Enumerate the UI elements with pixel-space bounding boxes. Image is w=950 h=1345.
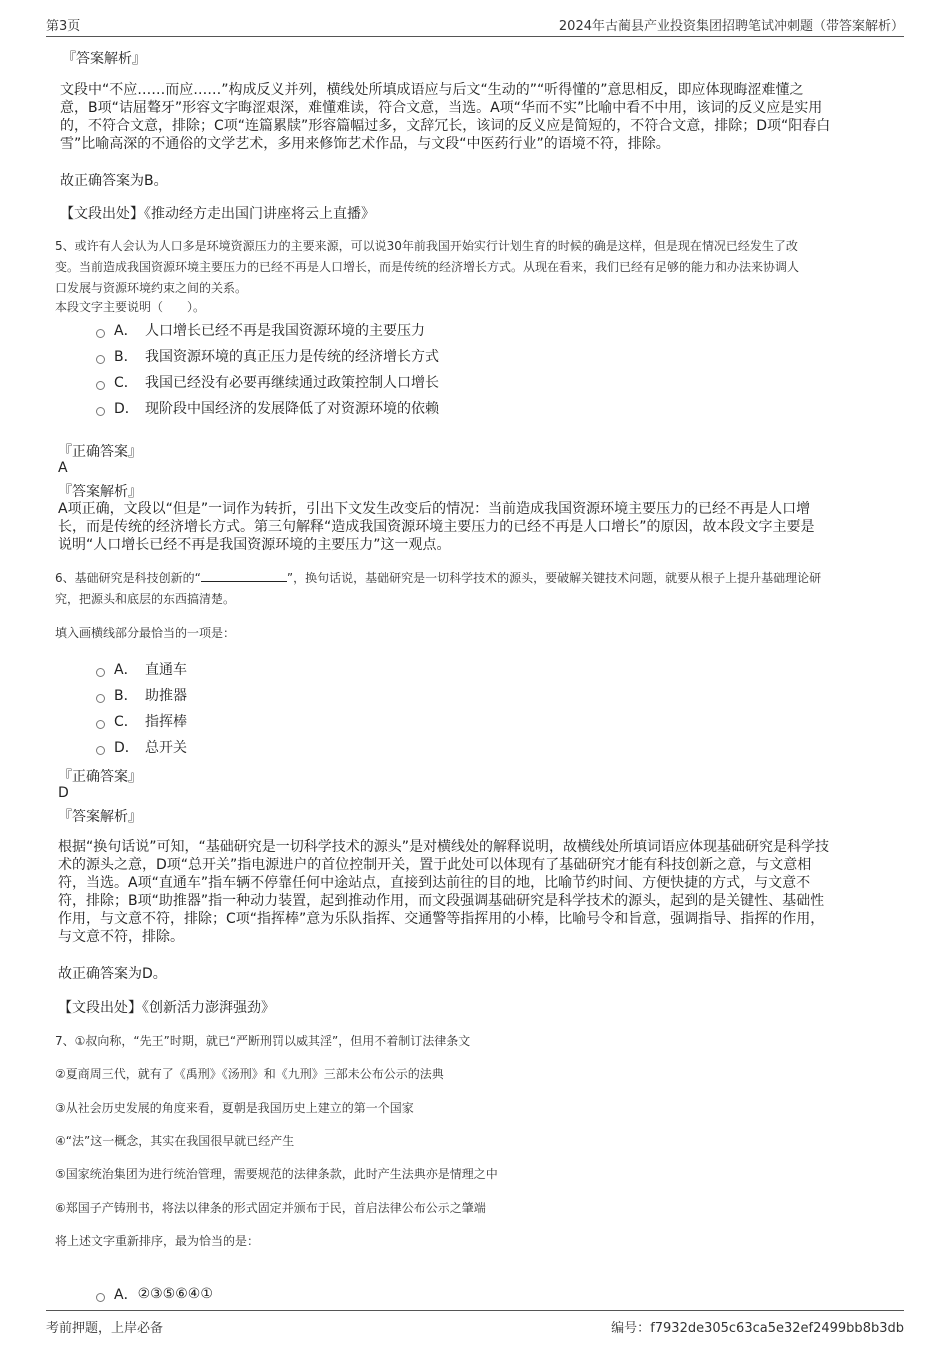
radio-icon[interactable] (96, 329, 105, 338)
footer-slogan: 考前押题，上岸必备 (46, 1321, 164, 1336)
option-text: 直通车 (145, 662, 187, 678)
radio-icon[interactable] (96, 355, 105, 364)
radio-icon[interactable] (96, 407, 105, 416)
page-footer (46, 1310, 904, 1336)
q6-stem-line: 究，把源头和底层的东西搞清楚。 (55, 592, 236, 606)
code-label: 编号： (611, 1321, 651, 1336)
option-letter: A． (114, 323, 138, 339)
q5-analysis-label: 『答案解析』 (58, 484, 142, 500)
option-text: 指挥棒 (145, 714, 187, 730)
q6-conclusion: 故正确答案为D。 (58, 966, 167, 982)
option-letter: A． (114, 662, 138, 678)
option-letter: D． (114, 401, 139, 417)
source-label: 【文段出处】 (58, 1000, 142, 1016)
q6-analysis-line: 作用，与文意不符，排除；C项“指挥棒”意为乐队指挥、交通警等指挥用的小棒，比喻号令和旨意，强调指导、指挥的作用， (58, 911, 825, 927)
q4-analysis-line: 雪”比喻高深的不通俗的文学艺术，多用来修饰艺术作品，与文段“中医药行业”的语境不符，排除。 (60, 136, 670, 152)
q5-analysis (58, 500, 903, 554)
q4-analysis-label: 『答案解析』 (62, 51, 146, 67)
q4-conclusion: 故正确答案为B。 (60, 173, 168, 189)
option-letter: B． (114, 349, 138, 365)
option-text: 人口增长已经不再是我国资源环境的主要压力 (145, 323, 425, 339)
q5-option-c[interactable] (96, 372, 439, 392)
q7-item: ⑤国家统治集团为进行统治管理，需要规范的法律条款，此时产生法典亦是情理之中 (55, 1167, 498, 1181)
q4-analysis-line: 的，不符合文意，排除；C项“连篇累牍”形容篇幅过多，文辞冗长，该词的反义应是简短的，不符合文意，排除；D项“阳春白 (60, 118, 831, 134)
q7-item: ⑥郑国子产铸刑书，将法以律条的形式固定并颁布于民，首启法律公布公示之肇端 (55, 1201, 486, 1215)
q5-analysis-line: A项正确，文段以“但是”一词作为转折，引出下文发生改变后的情况：当前造成我国资源环境主要压力的已经不再是人口增 (58, 501, 811, 517)
q7-option-a[interactable] (96, 1284, 213, 1304)
page-number: 第3页 (46, 19, 81, 34)
q6-option-a[interactable] (96, 659, 187, 679)
radio-icon[interactable] (96, 381, 105, 390)
q5-option-a[interactable] (96, 320, 425, 340)
q6-option-d[interactable] (96, 737, 187, 757)
radio-icon[interactable] (96, 668, 105, 677)
option-letter: C． (114, 375, 138, 391)
option-letter: D． (114, 740, 139, 756)
q6-analysis-line: 根据“换句话说”可知，“基础研究是一切科学技术的源头”是对横线处的解释说明，故横线处所填词语应体现基础研究是科学技 (58, 839, 830, 855)
option-text: ②③⑤⑥④① (137, 1286, 213, 1302)
q6-option-c[interactable] (96, 711, 187, 731)
option-text: 我国已经没有必要再继续通过政策控制人口增长 (145, 375, 439, 391)
q4-analysis-line: 意，B项“诘屈聱牙”形容文字晦涩艰深，难懂难读，符合文意，当选。A项“华而不实”比喻中看不中用，该词的反义应是实用 (60, 100, 823, 116)
q6-analysis-line: 符，排除；B项“助推器”指一种动力装置，起到推动作用，而文段强调基础研究是科学技术的源头，起到的是关键性、基础性 (58, 893, 825, 909)
code-value: f7932de305c63ca5e32ef2499bb8b3db (650, 1321, 904, 1336)
radio-icon[interactable] (96, 746, 105, 755)
page-header (46, 12, 904, 37)
q4-source (60, 203, 375, 223)
document-code (611, 1317, 904, 1336)
option-text: 现阶段中国经济的发展降低了对资源环境的依赖 (145, 401, 439, 417)
q7-item: 7、①叔向称，“先王”时期，就已“严断刑罚以威其淫”，但用不着制订法律条文 (55, 1034, 471, 1048)
q6-source (58, 997, 275, 1017)
q4-analysis (60, 81, 900, 153)
q7-prompt: 将上述文字重新排序，最为恰当的是： (55, 1234, 260, 1248)
q5-stem (55, 236, 905, 299)
radio-icon[interactable] (96, 1293, 105, 1302)
option-text: 助推器 (145, 688, 187, 704)
q5-option-d[interactable] (96, 398, 439, 418)
option-letter: A． (114, 1287, 138, 1303)
option-text: 我国资源环境的真正压力是传统的经济增长方式 (145, 349, 439, 365)
radio-icon[interactable] (96, 720, 105, 729)
option-letter: B． (114, 688, 138, 704)
q5-stem-line: 口发展与资源环境约束之间的关系。 (55, 281, 248, 295)
q7-item: ②夏商周三代，就有了《禹刑》《汤刑》和《九刑》三部未公布公示的法典 (55, 1067, 444, 1081)
q5-stem-line: 变。当前造成我国资源环境主要压力的已经不再是人口增长，而是传统的经济增长方式。从现在看来，我们已经有足够的能力和办法来协调人 (55, 260, 800, 274)
stem-text: ”，换句话说，基础研究是一切科学技术的源头，要破解关键技术问题，就要从根子上提升基础理论研 (286, 571, 822, 585)
q5-option-b[interactable] (96, 346, 439, 366)
q6-analysis-label: 『答案解析』 (58, 809, 142, 825)
q6-answer: D (58, 785, 69, 801)
q5-question: 本段文字主要说明（ ）。 (55, 300, 206, 314)
q6-prompt: 填入画横线部分最恰当的一项是： (55, 626, 236, 640)
q6-analysis-line: 与文意不符，排除。 (58, 929, 184, 945)
q5-stem-line: 5、或许有人会认为人口多是环境资源压力的主要来源，可以说30年前我国开始实行计划生育的时候的确是这样，但是现在情况已经发生了改 (55, 239, 798, 253)
q5-answer: A (58, 460, 68, 476)
q4-analysis-line: 文段中“不应……而应……”构成反义并列，横线处所填成语应与后文“生动的”“听得懂的”意思相反，即应体现晦涩难懂之 (60, 82, 804, 98)
q7-item: ③从社会历史发展的角度来看，夏朝是我国历史上建立的第一个国家 (55, 1101, 414, 1115)
q6-analysis (58, 838, 903, 946)
q7-item: ④“法”这一概念，其实在我国很早就已经产生 (55, 1134, 295, 1148)
document-title: 2024年古蔺县产业投资集团招聘笔试冲刺题（带答案解析） (558, 19, 904, 34)
source-title: 《创新活力澎湃强劲》 (142, 1000, 275, 1016)
q5-analysis-line: 说明“人口增长已经不再是我国资源环境的主要压力”这一观点。 (58, 537, 451, 553)
q6-analysis-line: 符，当选。A项“直通车”指车辆不停靠任何中途站点，直接到达前往的目的地，比喻节约时间、方便快捷的方式，与文意不 (58, 875, 811, 891)
stem-text: 6、基础研究是科技创新的“ (55, 571, 201, 585)
q6-option-b[interactable] (96, 685, 187, 705)
q5-analysis-line: 长，而是传统的经济增长方式。第三句解释“造成我国资源环境主要压力的已经不再是人口增长”的原因，故本段文字主要是 (58, 519, 815, 535)
q6-analysis-line: 术的源头之意，D项“总开关”指电源进户的首位控制开关，置于此处可以体现有了基础研究才能有科技创新之意，与文意相 (58, 857, 812, 873)
option-letter: C． (114, 714, 138, 730)
source-title: 《推动经方走出国门讲座将云上直播》 (144, 206, 375, 222)
option-text: 总开关 (145, 740, 187, 756)
fill-blank (201, 569, 287, 582)
q6-stem-line (55, 568, 905, 589)
q6-stem (55, 568, 905, 610)
source-label: 【文段出处】 (60, 206, 144, 222)
radio-icon[interactable] (96, 694, 105, 703)
q6-answer-label: 『正确答案』 (58, 769, 142, 785)
q5-answer-label: 『正确答案』 (58, 444, 142, 460)
